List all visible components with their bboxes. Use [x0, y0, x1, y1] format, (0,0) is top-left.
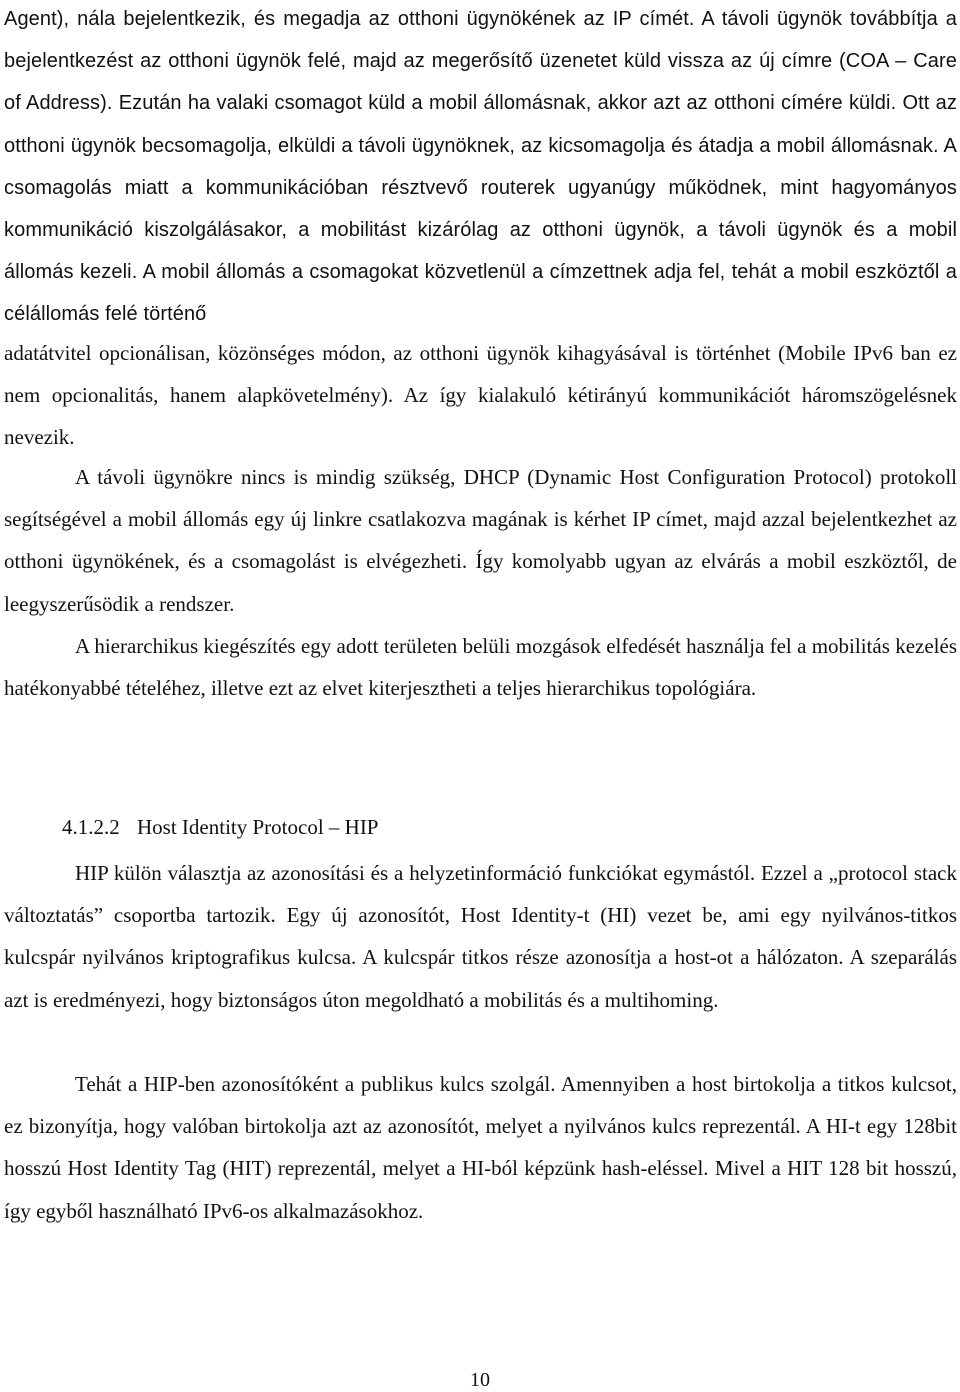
paragraph-remote-agent: A távoli ügynökre nincs is mindig szükség, DHCP (Dynamic Host Configuration Protocol) protokoll segítségével a mobil állomás egy új linkre csatlakozva magának is kérhet IP címet, majd azzal bejelentkezhet az otthoni ügynökének, és a csomagolást is elvégezheti. Így komolyabb ugyan az elvárás a mobil eszköztől, de leegyszerűsödik a rendszer.	[4, 465, 957, 616]
paragraph-mobile-ip-continued: adatátvitel opcionálisan, közönséges módon, az otthoni ügynök kihagyásával is történhet (Mobile IPv6 ban ez nem opcionalitás, hanem alapkövetelmény). Az így kialakuló kétirányú kommunikációt háromszögelésnek nevezik.	[4, 341, 957, 450]
paragraph-hip-key: Tehát a HIP-ben azonosítóként a publikus kulcs szolgál. Amennyiben a host birtokolja a titkos kulcsot, ez bizonyítja, hogy valóban birtokolja azt az azonosítót, melyet a nyilvános kulcs reprezentál. A HI-t egy 128bit hosszú Host Identity Tag (HIT) reprezentál, melyet a HI-ból képzünk hash-eléssel. Mivel a HIT 128 bit hosszú, így egyből használható IPv6-os alkalmazásokhoz.	[4, 1072, 957, 1223]
paragraph-hierarchical: A hierarchikus kiegészítés egy adott területen belüli mozgások elfedését használja fel a mobilitás kezelés hatékonyabbé tételéhez, illetve ezt az elvet kiterjesztheti a teljes hierarchikus topológiára.	[4, 634, 957, 701]
section-heading	[62, 812, 379, 842]
paragraph-mobile-ip-sans: Agent), nála bejelentkezik, és megadja az otthoni ügynökének az IP címét. A távoli ügynök továbbítja a bejelentkezést az otthoni ügynök felé, majd az megerősítő üzenetet küld vissza az új címre (COA – Care of Address). Ezután ha valaki csomagot küld a mobil állomásnak, akkor azt az otthoni címére küldi. Ott az otthoni ügynök becsomagolja, elküldi a távoli ügynöknek, az kicsomagolja és átadja a mobil állomásnak. A csomagolás miatt a kommunikációban résztvevő routerek ugyanúgy működnek, mint hagyományos kommunikáció kiszolgálásakor, a mobilitást kizárólag az otthoni ügynök, a távoli ügynök és a mobil állomás kezeli. A mobil állomás a csomagokat közvetlenül a címzettnek adja fel, tehát a mobil eszköztől a célállomás felé történő	[4, 8, 957, 326]
paragraph-hip-intro: HIP külön választja az azonosítási és a helyzetinformáció funkciókat egymástól. Ezzel a „protocol stack változtatás” csoportba tartozik. Egy új azonosítót, Host Identity-t (HI) vezet be, ami egy nyilvános-titkos kulcspár nyilvános kriptografikus kulcsa. A kulcspár titkos része azonosítja a host-ot a hálózaton. A szeparálás azt is eredményezi, hogy biztonságos úton megoldható a mobilitás és a multihoming.	[4, 861, 957, 1012]
section-number: 4.1.2.2	[62, 815, 120, 839]
page-number: 10	[470, 1369, 490, 1391]
section-title: Host Identity Protocol – HIP	[137, 815, 379, 839]
